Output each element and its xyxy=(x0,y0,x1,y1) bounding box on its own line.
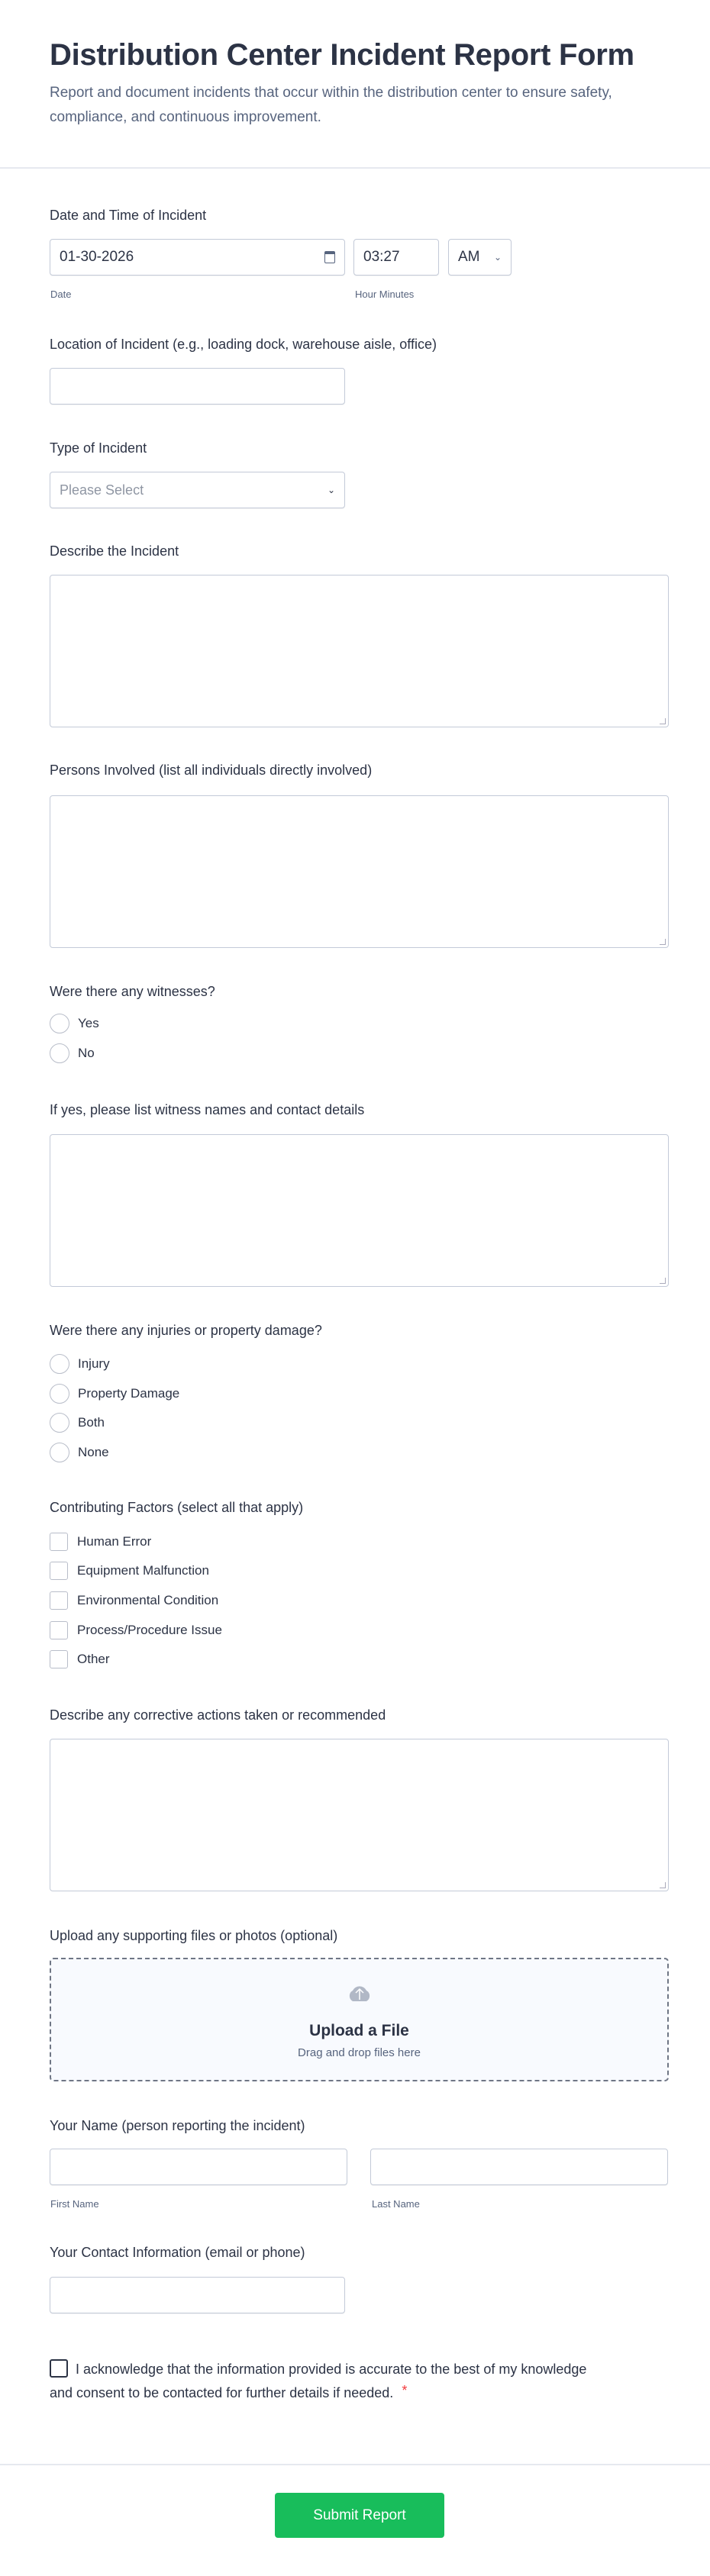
last-name-sublabel: Last Name xyxy=(372,2198,420,2210)
acknowledge-checkbox[interactable] xyxy=(50,2359,68,2378)
page-subtitle: Report and document incidents that occur within the distribution center to ensure safety, compliance, and continuous improvement. xyxy=(50,85,612,125)
footer-divider xyxy=(0,2464,710,2465)
first-name-sublabel: First Name xyxy=(50,2198,99,2210)
radio-property-damage[interactable] xyxy=(50,1384,179,1404)
option-label: Human Error xyxy=(77,1534,152,1549)
checkbox-human-error[interactable] xyxy=(50,1533,151,1551)
time-value: 03:27 xyxy=(363,249,400,265)
injuries-label: Were there any injuries or property damage? xyxy=(50,1323,322,1338)
ampm-value: AM xyxy=(458,249,480,265)
option-label: Property Damage xyxy=(78,1386,180,1401)
chevron-down-icon: ⌄ xyxy=(493,252,502,263)
header-divider xyxy=(0,167,710,169)
radio-witnesses-yes[interactable] xyxy=(50,1014,99,1033)
file-upload-dropzone[interactable] xyxy=(50,1958,669,2081)
ampm-select[interactable] xyxy=(448,239,512,276)
witnesses-label: Were there any witnesses? xyxy=(50,984,215,999)
datetime-label: Date and Time of Incident xyxy=(50,208,207,223)
persons-label: Persons Involved (list all individuals directly involved) xyxy=(50,762,373,778)
required-mark: * xyxy=(402,2383,408,2398)
option-label: Injury xyxy=(78,1356,110,1371)
type-placeholder: Please Select xyxy=(60,482,144,498)
location-label: Location of Incident (e.g., loading dock, warehouse aisle, office) xyxy=(50,337,437,352)
checkbox-other[interactable] xyxy=(50,1650,110,1668)
checkbox-process-issue[interactable] xyxy=(50,1621,222,1639)
radio-button[interactable] xyxy=(50,1043,69,1063)
submit-button[interactable]: Submit Report xyxy=(275,2493,444,2538)
factors-label: Contributing Factors (select all that apply) xyxy=(50,1500,304,1515)
option-label: Equipment Malfunction xyxy=(77,1563,209,1578)
incident-type-select[interactable] xyxy=(50,472,345,508)
option-label: Both xyxy=(78,1415,105,1430)
contact-input[interactable] xyxy=(50,2277,345,2313)
upload-hint: Drag and drop files here xyxy=(298,2046,421,2059)
checkbox[interactable] xyxy=(50,1621,68,1639)
date-input[interactable] xyxy=(50,239,345,276)
resize-handle-icon[interactable] xyxy=(660,1278,666,1284)
persons-textarea[interactable] xyxy=(50,795,669,948)
corrective-label: Describe any corrective actions taken or recommended xyxy=(50,1707,386,1723)
checkbox-equipment-malfunction[interactable] xyxy=(50,1562,209,1580)
radio-none[interactable] xyxy=(50,1443,109,1462)
witness-details-textarea[interactable] xyxy=(50,1134,669,1287)
radio-both[interactable] xyxy=(50,1413,105,1433)
corrective-textarea[interactable] xyxy=(50,1739,669,1891)
radio-witnesses-no[interactable] xyxy=(50,1043,95,1063)
upload-label: Upload any supporting files or photos (optional) xyxy=(50,1928,338,1943)
last-name-input[interactable] xyxy=(370,2149,668,2185)
acknowledge-text: I acknowledge that the information provided is accurate to the best of my knowledge and consent to be contacted for further details if needed. xyxy=(50,2362,587,2400)
radio-injury[interactable] xyxy=(50,1354,110,1374)
contact-label: Your Contact Information (email or phone) xyxy=(50,2245,305,2260)
radio-button[interactable] xyxy=(50,1413,69,1433)
calendar-icon[interactable] xyxy=(324,251,335,263)
option-label: Other xyxy=(77,1652,110,1666)
checkbox[interactable] xyxy=(50,1533,68,1551)
time-sublabel: Hour Minutes xyxy=(355,289,415,300)
upload-title: Upload a File xyxy=(309,2022,409,2039)
resize-handle-icon[interactable] xyxy=(660,1882,666,1888)
checkbox[interactable] xyxy=(50,1591,68,1610)
radio-button[interactable] xyxy=(50,1014,69,1033)
resize-handle-icon[interactable] xyxy=(660,718,666,724)
radio-button[interactable] xyxy=(50,1354,69,1374)
radio-button[interactable] xyxy=(50,1443,69,1462)
option-label: No xyxy=(78,1046,95,1060)
describe-label: Describe the Incident xyxy=(50,543,179,559)
option-label: Environmental Condition xyxy=(77,1593,219,1607)
checkbox-environmental-condition[interactable] xyxy=(50,1591,218,1610)
option-label: Yes xyxy=(78,1016,99,1030)
first-name-input[interactable] xyxy=(50,2149,347,2185)
radio-button[interactable] xyxy=(50,1384,69,1404)
describe-textarea[interactable] xyxy=(50,575,669,727)
date-value: 01-30-2026 xyxy=(60,249,134,265)
cloud-upload-icon xyxy=(347,1980,373,2006)
witness-details-label: If yes, please list witness names and contact details xyxy=(50,1102,365,1117)
type-label: Type of Incident xyxy=(50,440,147,456)
acknowledge-field xyxy=(50,2358,592,2404)
date-sublabel: Date xyxy=(50,289,72,300)
location-input[interactable] xyxy=(50,368,345,405)
checkbox[interactable] xyxy=(50,1562,68,1580)
time-input[interactable] xyxy=(353,239,439,276)
option-label: None xyxy=(78,1445,109,1459)
page-title: Distribution Center Incident Report Form xyxy=(50,38,634,72)
option-label: Process/Procedure Issue xyxy=(77,1623,222,1637)
name-label: Your Name (person reporting the incident) xyxy=(50,2118,305,2133)
checkbox[interactable] xyxy=(50,1650,68,1668)
chevron-down-icon: ⌄ xyxy=(327,485,335,495)
resize-handle-icon[interactable] xyxy=(660,939,666,945)
